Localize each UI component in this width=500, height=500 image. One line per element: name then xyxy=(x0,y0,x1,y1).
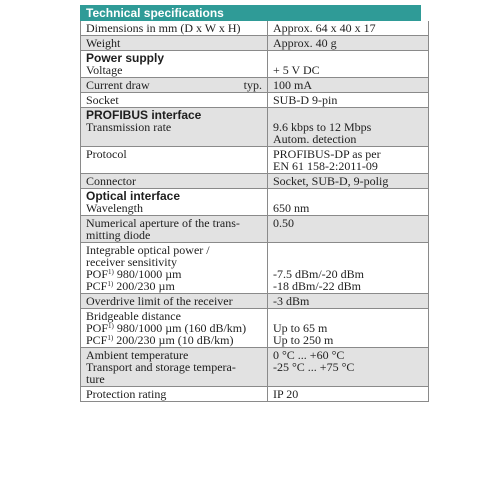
footnote-mark: 1) xyxy=(108,322,114,330)
row-label: Integrable optical power / xyxy=(86,243,210,257)
table-row-overdrive-limit xyxy=(81,294,429,309)
row-label: Numerical aperture of the trans- xyxy=(86,216,240,230)
row-value: 100 mA xyxy=(273,78,312,92)
table-row-current-draw xyxy=(81,78,429,93)
spec-table xyxy=(80,21,429,402)
value-cell xyxy=(268,309,429,348)
technical-specifications-sheet xyxy=(80,5,421,402)
table-row-wavelength xyxy=(81,189,429,216)
row-value: Autom. detection xyxy=(273,132,357,146)
row-label: Bridgeable distance xyxy=(86,309,181,323)
fiber-pof-label: POF$^{1)}$ 980/1000 µm xyxy=(86,267,182,281)
row-label: Voltage xyxy=(86,63,123,77)
value-cell xyxy=(268,294,429,309)
footnote-mark: 1) xyxy=(108,268,114,276)
value-cell xyxy=(268,174,429,189)
row-label: receiver sensitivity xyxy=(86,255,177,269)
footnote-mark: 1) xyxy=(107,280,114,288)
table-row-transmission-rate xyxy=(81,108,429,147)
label-cell xyxy=(81,51,268,78)
row-value: IP 20 xyxy=(273,387,299,401)
row-value: -7.5 dBm/-20 dBm xyxy=(273,267,365,281)
row-qualifier: typ. xyxy=(243,78,262,92)
label-cell xyxy=(81,189,268,216)
row-value: -25 °C ... +75 °C xyxy=(273,360,355,374)
section-heading: PROFIBUS interface xyxy=(86,108,202,122)
row-value: EN 61 158-2:2011-09 xyxy=(273,159,378,173)
row-value: Up to 250 m xyxy=(273,333,334,347)
row-label: ture xyxy=(86,372,105,386)
row-value: Approx. 64 x 40 x 17 xyxy=(273,21,376,35)
value-cell xyxy=(268,51,429,78)
label-cell xyxy=(81,348,268,387)
label-cell xyxy=(81,294,268,309)
row-value: + 5 V DC xyxy=(273,63,320,77)
row-label: Transmission rate xyxy=(86,120,172,134)
label-cell xyxy=(81,243,268,294)
table-row-connector xyxy=(81,174,429,189)
value-cell xyxy=(268,108,429,147)
table-row-optical-power xyxy=(81,243,429,294)
row-value: Socket, SUB-D, 9-polig xyxy=(273,174,389,188)
row-label: Weight xyxy=(86,36,121,50)
fiber-pcf-label: PCF$^{1)}$ 200/230 µm xyxy=(86,279,175,293)
row-label: mitting diode xyxy=(86,228,151,242)
label-cell xyxy=(81,93,268,108)
row-label: Connector xyxy=(86,174,136,188)
row-value: Approx. 40 g xyxy=(273,36,337,50)
row-label: Transport and storage tempera- xyxy=(86,360,236,374)
row-value: 0.50 xyxy=(273,216,294,230)
table-row-voltage xyxy=(81,51,429,78)
table-row-numerical-aperture xyxy=(81,216,429,243)
label-cell xyxy=(81,78,268,93)
section-heading: Optical interface xyxy=(86,189,181,203)
row-value: 0 °C ... +60 °C xyxy=(273,348,345,362)
label-cell xyxy=(81,108,268,147)
table-row-socket xyxy=(81,93,429,108)
fiber-pcf-label: PCF$^{1)}$ 200/230 µm (10 dB/km) xyxy=(86,333,234,347)
table-row-weight xyxy=(81,36,429,51)
table-row-bridgeable-distance xyxy=(81,309,429,348)
row-label: Overdrive limit of the receiver xyxy=(86,294,233,308)
table-row-dimensions xyxy=(81,21,429,36)
section-heading: Power supply xyxy=(86,51,165,65)
value-cell xyxy=(268,147,429,174)
sheet-title: Technical specifications xyxy=(80,5,421,21)
value-cell xyxy=(268,216,429,243)
row-label: Current draw xyxy=(86,78,150,92)
row-value: 650 nm xyxy=(273,201,310,215)
value-cell xyxy=(268,387,429,402)
row-label: Socket xyxy=(86,93,119,107)
value-cell xyxy=(268,78,429,93)
row-label: Protocol xyxy=(86,147,127,161)
label-cell xyxy=(81,147,268,174)
row-value: -3 dBm xyxy=(273,294,310,308)
label-cell xyxy=(81,216,268,243)
row-value: -18 dBm/-22 dBm xyxy=(273,279,362,293)
value-cell xyxy=(268,93,429,108)
label-cell xyxy=(81,174,268,189)
value-cell xyxy=(268,36,429,51)
label-cell xyxy=(81,309,268,348)
label-cell xyxy=(81,387,268,402)
label-cell xyxy=(81,36,268,51)
row-value: SUB-D 9-pin xyxy=(273,93,338,107)
value-cell xyxy=(268,21,429,36)
value-cell xyxy=(268,189,429,216)
row-value: PROFIBUS-DP as per xyxy=(273,147,381,161)
value-cell xyxy=(268,243,429,294)
table-row-temperature xyxy=(81,348,429,387)
spacer xyxy=(273,244,423,256)
row-label: Ambient temperature xyxy=(86,348,189,362)
row-label: Wavelength xyxy=(86,201,144,215)
row-label: Dimensions in mm (D x W x H) xyxy=(86,21,241,35)
table-row-protection-rating xyxy=(81,387,429,402)
table-row-protocol xyxy=(81,147,429,174)
label-cell xyxy=(81,21,268,36)
row-value: Up to 65 m xyxy=(273,321,328,335)
footnote-mark: 1) xyxy=(107,334,114,342)
fiber-pof-label: POF$^{1)}$ 980/1000 µm (160 dB/km) xyxy=(86,321,247,335)
row-label: Protection rating xyxy=(86,387,167,401)
row-value: 9.6 kbps to 12 Mbps xyxy=(273,120,372,134)
value-cell xyxy=(268,348,429,387)
